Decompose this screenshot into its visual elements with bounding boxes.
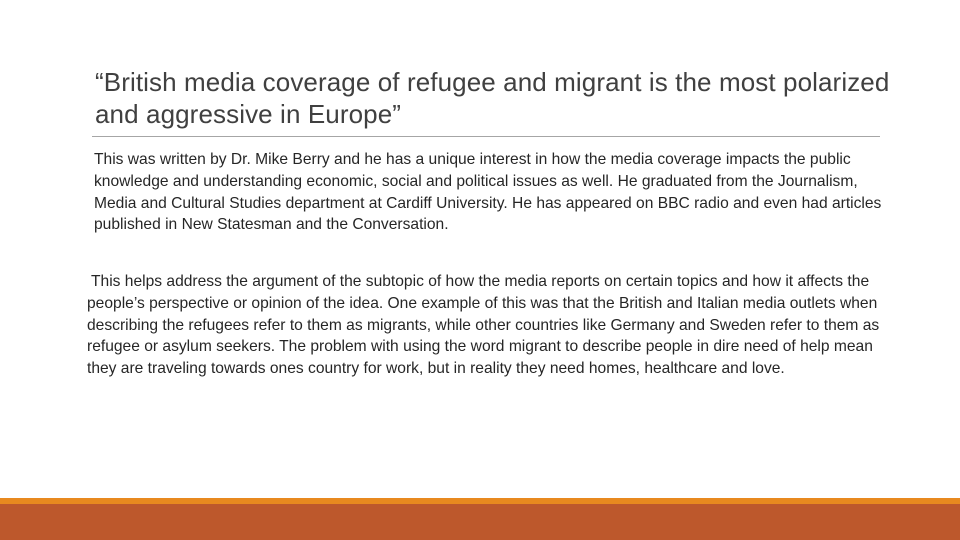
body-paragraph-argument: This helps address the argument of the subtopic of how the media reports on certain topics and how it affects the people’s perspective or opinion of the idea. One example of this was that the British and Italian media outlets when describing the refugees refer to them as migrants, while other countries like Germany and Sweden refer to them as refugee or asylum seekers. The problem with using the word migrant to describe people in dire need of help mean they are traveling towards ones country for work, but in reality they need homes, healthcare and love.	[87, 273, 880, 378]
body-paragraph-author: This was written by Dr. Mike Berry and he has a unique interest in how the media coverage impacts the public knowledge and understanding economic, social and political issues as well. He graduated from the Journalism, Media and Cultural Studies department at Cardiff University. He has appeared on BBC radio and even had articles published in New Statesman and the Conversation.	[94, 151, 882, 234]
title-divider	[92, 136, 880, 137]
slide-title: “British media coverage of refugee and migrant is the most polarized and aggressive in Europe”	[95, 67, 890, 129]
footer-band	[0, 504, 960, 540]
